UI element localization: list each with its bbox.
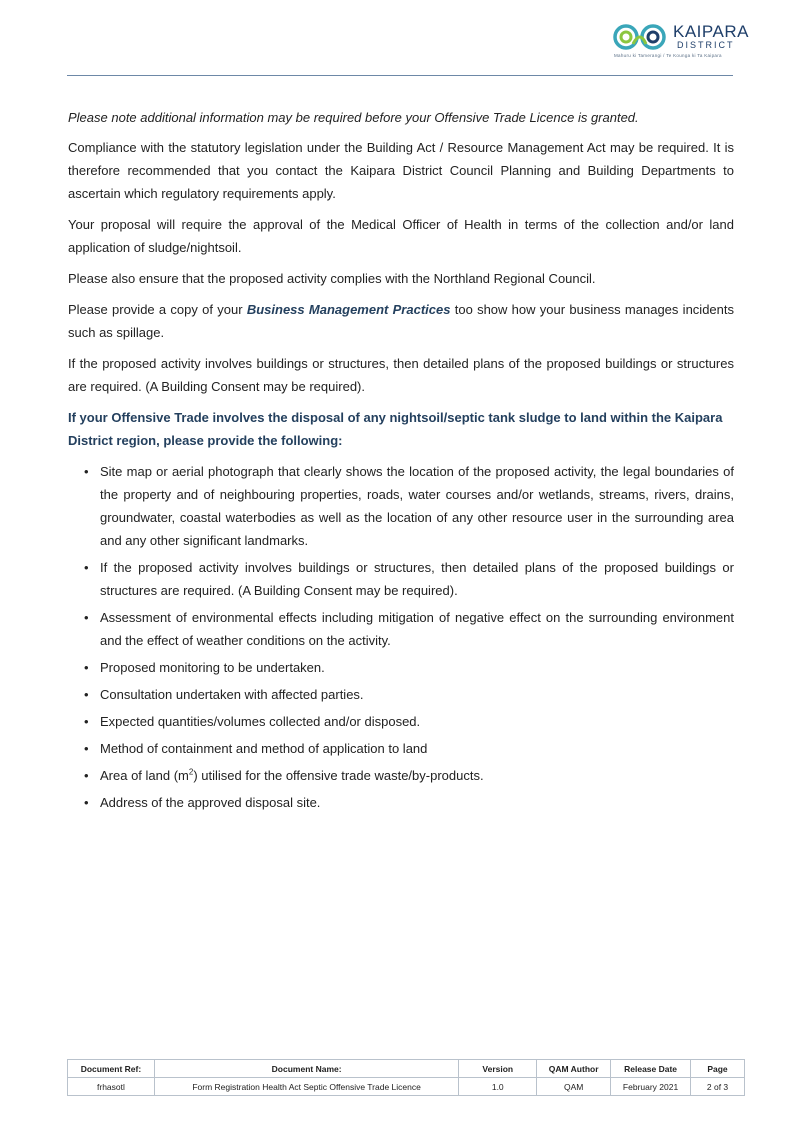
footer-release-date: February 2021 — [611, 1078, 691, 1096]
requirements-heading: If your Offensive Trade involves the disposal of any nightsoil/septic tank sludge to land within the Kaipara District region, please provide the following: — [68, 410, 723, 448]
licence-note: Please note additional information may be required before your Offensive Trade Licence is granted. — [68, 110, 639, 125]
list-item-text: If the proposed activity involves buildings or structures, then detailed plans of the proposed buildings or structures are required. (A Building Consent may be required). — [100, 560, 734, 598]
footer-doc-name: Form Registration Health Act Septic Offensive Trade Licence — [154, 1078, 458, 1096]
document-footer-table — [67, 1059, 745, 1096]
logo-subtitle: DISTRICT — [677, 40, 735, 50]
footer-header-date: Release Date — [611, 1060, 691, 1078]
footer-header-version: Version — [459, 1060, 537, 1078]
list-item — [68, 710, 734, 733]
list-item-text: Address of the approved disposal site. — [100, 795, 321, 810]
footer-value-row — [68, 1078, 745, 1096]
business-practices-emphasis: Business Management Practices — [246, 302, 451, 317]
footer-header-row — [68, 1060, 745, 1078]
business-practices-paragraph — [68, 298, 734, 344]
building-consent-paragraph: If the proposed activity involves buildings or structures, then detailed plans of the proposed buildings or structures are required. (A Building Consent may be required). — [68, 356, 734, 394]
list-item — [68, 556, 734, 602]
list-item — [68, 606, 734, 652]
kaipara-swirl-icon — [613, 22, 671, 52]
list-item-text: Method of containment and method of application to land — [100, 741, 428, 756]
list-item — [68, 656, 734, 679]
list-item-text: Assessment of environmental effects including mitigation of negative effect on the surrounding environment and the effect of weather conditions on the activity. — [100, 610, 734, 648]
list-item — [68, 764, 734, 787]
area-text-pre: Area of land (m — [100, 768, 189, 783]
bullet-icon: • — [84, 687, 89, 702]
requirements-list — [68, 460, 734, 814]
area-text-post: ) utilised for the offensive trade waste/by-products. — [193, 768, 484, 783]
bullet-icon: • — [84, 795, 89, 810]
list-item-text: Consultation undertaken with affected parties. — [100, 687, 364, 702]
bullet-icon: • — [84, 741, 89, 756]
bullet-icon: • — [84, 610, 89, 625]
footer-header-name: Document Name: — [154, 1060, 458, 1078]
header-divider — [67, 75, 733, 76]
list-item-text: Expected quantities/volumes collected and/or disposed. — [100, 714, 421, 729]
document-body — [68, 106, 734, 818]
regional-council-paragraph: Please also ensure that the proposed activity complies with the Northland Regional Council. — [68, 271, 596, 286]
compliance-paragraph: Compliance with the statutory legislation under the Building Act / Resource Management Act may be required. It is therefore recommended that you contact the Kaipara District Council Planning and Building Departments to ascertain which regulatory requirements apply. — [68, 140, 734, 201]
bullet-icon: • — [84, 464, 89, 479]
footer-version: 1.0 — [459, 1078, 537, 1096]
footer-page-number: 2 of 3 — [691, 1078, 745, 1096]
footer-header-author: QAM Author — [537, 1060, 611, 1078]
list-item-text: Proposed monitoring to be undertaken. — [100, 660, 325, 675]
list-item — [68, 683, 734, 706]
bullet-icon: • — [84, 714, 89, 729]
footer-header-ref: Document Ref: — [68, 1060, 155, 1078]
footer-ref: frhasotl — [68, 1078, 155, 1096]
area-superscript: 2 — [188, 767, 194, 777]
logo-tagline: Mahuru ki Tamerangi / Te Kounga ki Ta Kaipara — [614, 53, 722, 58]
business-practices-pre: Please provide a copy of your — [68, 302, 247, 317]
bullet-icon: • — [84, 660, 89, 675]
footer-author: QAM — [537, 1078, 611, 1096]
list-item — [68, 791, 734, 814]
list-item-text: Site map or aerial photograph that clearly shows the location of the proposed activity, the legal boundaries of the property and of neighbouring properties, roads, water courses and/or wetlands, streams, rivers, drains, groundwater, coastal waterbodies as well as the location of any other resource user in the surrounding area and any other significant landmarks. — [100, 464, 734, 548]
footer-header-page: Page — [691, 1060, 745, 1078]
logo-wordmark: KAIPARA — [673, 22, 749, 41]
list-item — [68, 460, 734, 552]
medical-officer-paragraph: Your proposal will require the approval of the Medical Officer of Health in terms of the collection and/or land application of sludge/nightsoil. — [68, 217, 734, 255]
business-practices-post: too show how your business manages incidents such as spillage. — [68, 302, 734, 340]
list-item — [68, 737, 734, 760]
bullet-icon: • — [84, 560, 89, 575]
kaipara-logo — [613, 22, 749, 62]
bullet-icon: • — [84, 768, 89, 783]
